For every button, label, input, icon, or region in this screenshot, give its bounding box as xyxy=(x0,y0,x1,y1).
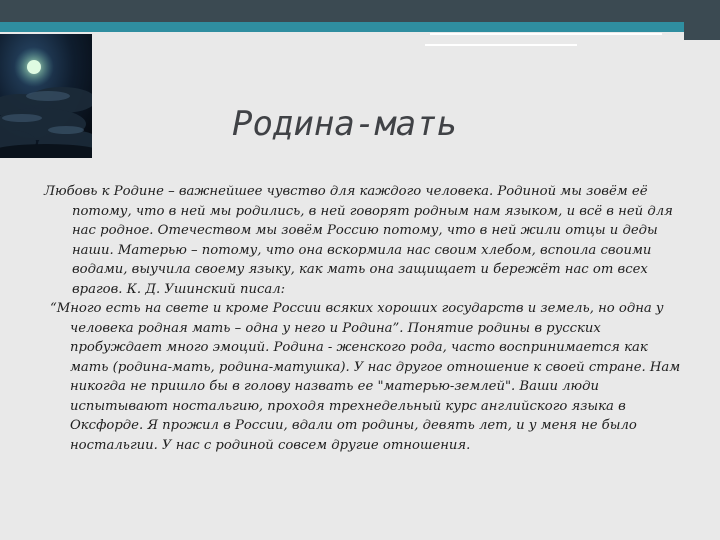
slide-title: Родина-мать xyxy=(232,104,458,144)
paragraph-intro: Любовь к Родине – важнейшее чувство для каждого человека. Родиной мы зовём её потому, что в ней мы родились, в ней говорят родным нам языком, и всё в ней для нас родное. Отечеством мы зовём Россию потому, что в ней жили отцы и деды наши. Матерью – потому, что она вскормила нас своим хлебом, вспоила своими водами, выучила своему языку, как мать она защищает и бережёт нас от всех врагов. К. Д. Ушинский писал: xyxy=(44,184,673,297)
header-bar xyxy=(0,0,720,22)
moon-clouds-icon xyxy=(0,34,92,158)
header-accent-stripe xyxy=(0,22,720,32)
paragraph-quote: “Много есть на свете и кроме России всяких хороших государств и земель, но одна у человека родная мать – одна у него и Родина”. Понятие родины в русских пробуждает много эмоций. Родина - женского рода, часто воспринимается как мать (родина-мать, родина-матушка). У нас другое отношение к своей стране. Нам никогда не пришло бы в голову назвать ее "матерью-землей". Ваши люди испытывают ностальгию, проходя трехнедельный курс английского языка в Оксфорде. Я прожил в России, вдали от родины, девять лет, и у меня не было ностальгии. У нас с родиной совсем другие отношения. xyxy=(50,301,681,453)
night-sky-moon-image xyxy=(0,34,92,158)
decorative-line xyxy=(430,33,662,35)
decorative-line xyxy=(425,44,577,46)
corner-decoration xyxy=(684,0,720,40)
body-text xyxy=(44,182,684,455)
